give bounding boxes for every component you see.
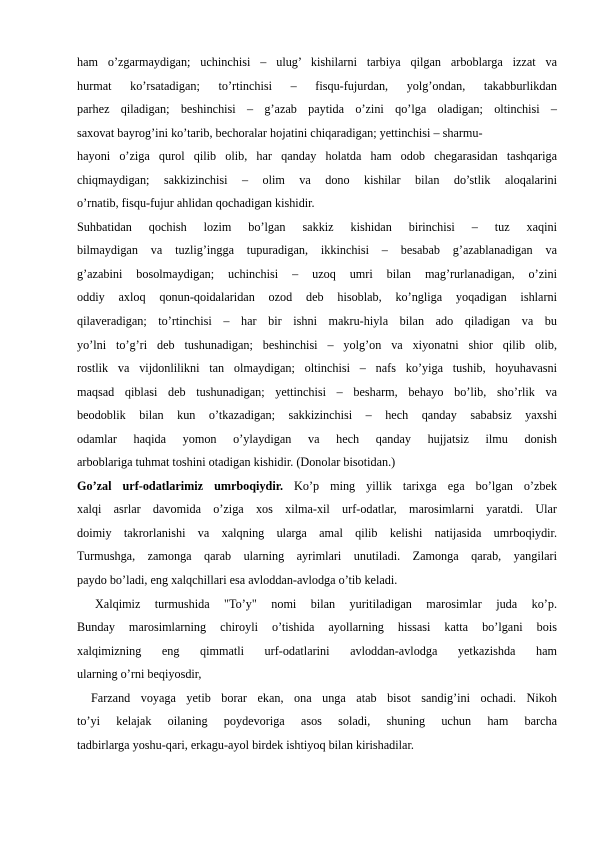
text-line: oddiy axloq qonun-qoidalaridan ozod deb hisoblab, ko’ngliga yoqadigan ishlarni [77, 290, 557, 305]
text-line: ularning o’rni beqiyosdir, [77, 667, 202, 682]
text-line: yo’lni to’g’ri deb tushunadigan; beshinchisi – yolg’on va xiyonatni shior qilib olib, [77, 337, 557, 352]
text-line: Turmushga, zamonga qarab ularning ayrimlari unutiladi. Zamonga qarab, yangilari [77, 549, 557, 564]
text-line: doimiy takrorlanishi va xalqning ularga amal qilib kelishi natijasida umrboqiydir. [77, 525, 557, 540]
text-line: parhez qiladigan; beshinchisi – g’azab paytida o’zini qo’lga oladigan; oltinchisi – [77, 102, 557, 117]
text-line: bilmaydigan va tuzlig’ingga tupuradigan, ikkinchisi – besabab g’azablanadigan va [77, 243, 557, 258]
text-line: g’azabini bosolmaydigan; uchinchisi – uzoq umri bilan mag’rurlanadigan, o’zini [77, 266, 557, 281]
text-line: tadbirlarga yoshu-qari, erkagu-ayol birdek ishtiyoq bilan kirishadilar. [77, 737, 414, 752]
text-line-with-heading [77, 475, 557, 499]
text-line: odamlar haqida yomon o’ylaydigan va hech qanday hujjatsiz ilmu donish [77, 431, 557, 446]
paragraph-traditions [77, 475, 557, 593]
text-line: hayoni o’ziga qurol qilib olib, har qanday holatda ham odob chegarasidan tashqariga [77, 149, 557, 164]
text-line: to’yi kelajak oilaning poydevoriga asos soladi, shuning uchun ham barcha [77, 714, 557, 729]
text-line: rostlik va vijdonlilikni tan olmaydigan; oltinchisi – nafs ko’yiga tushib, hoyuhavasni [77, 361, 557, 376]
text-line: o’rnatib, fisqu-fujur ahlidan qochadigan kishidir. [77, 196, 315, 211]
text-line: hurmat ko’rsatadigan; to’rtinchisi – fisqu-fujurdan, yolg’ondan, takabburlikdan [77, 78, 557, 93]
text-line: Suhbatidan qochish lozim bo’lgan sakkiz kishidan birinchisi – tuz xaqini [77, 219, 557, 234]
paragraph-eight-to-avoid [77, 216, 557, 475]
text-line: saxovat bayrog’ini ko’tarib, bechoralar hojatini chiqaradigan; yettinchisi – sharmu- [77, 125, 483, 140]
text-line: xalqi asrlar davomida o’ziga xos xilma-xil urf-odatlar, marosimlarni yaratdi. Ular [77, 502, 557, 517]
text-line: Xalqimiz turmushida "To’y" nomi bilan yuritiladigan marosimlar juda ko’p. [95, 596, 557, 611]
paragraph-dowry-chest [77, 687, 557, 758]
text-line: maqsad qiblasi deb tushunadigan; yettinchisi – besharm, behayo bo’lib, sho’rlik va [77, 384, 557, 399]
text-line: beodoblik bilan kun o’tkazadigan; sakkizinchisi – hech qanday sababsiz yaxshi [77, 408, 557, 423]
paragraph-virtues-continued [77, 51, 557, 145]
text-line: chiqmaydigan; sakkizinchisi – olim va dono kishilar bilan do’stlik aloqalarini [77, 172, 557, 187]
paragraph-virtues-end [77, 145, 557, 216]
text-run: Ko’p ming yillik tarixga ega bo’lgan o’zbek [283, 478, 557, 493]
text-line: qilaveradigan; to’rtinchisi – har bir ishni makru-hiyla bilan ado qiladigan va bu [77, 314, 557, 329]
paragraph-weddings [77, 593, 557, 687]
document-page [77, 51, 557, 757]
text-line: paydo bo’ladi, eng xalqchillari esa avloddan-avlodga o’tib keladi. [77, 573, 398, 588]
text-line: Farzand voyaga yetib borar ekan, ona unga atab bisot sandig’ini ochadi. Nikoh [91, 690, 557, 705]
text-line: ham o’zgarmaydigan; uchinchisi – ulug’ kishilarni tarbiya qilgan arboblarga izzat va [77, 55, 557, 69]
text-line: arboblariga tuhmat toshini otadigan kishidir. (Donolar bisotidan.) [77, 455, 396, 470]
text-line: Bunday marosimlarning chiroyli o’tishida ayollarning hissasi katta bo’lgani bois [77, 620, 557, 635]
section-heading: Go’zal urf-odatlarimiz umrboqiydir. [77, 478, 284, 493]
text-line: xalqimizning eng qimmatli urf-odatlarini avloddan-avlodga yetkazishda ham [77, 643, 557, 658]
